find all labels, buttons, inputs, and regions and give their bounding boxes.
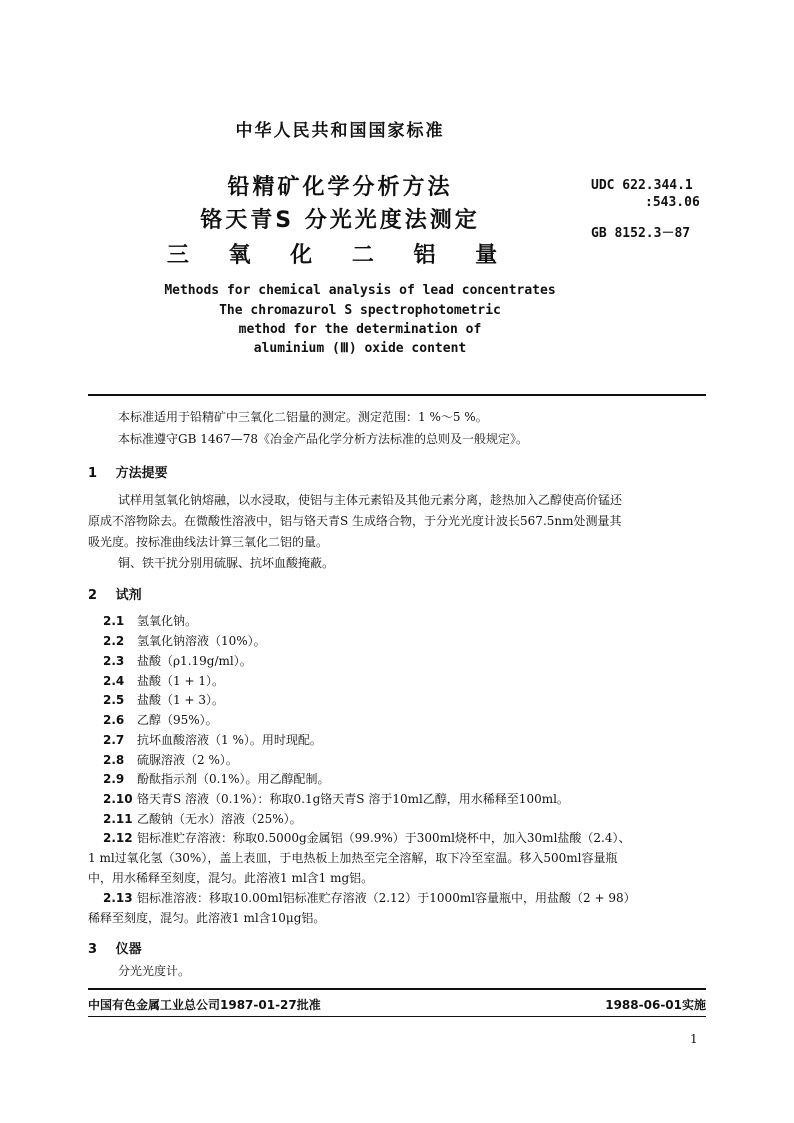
footer-divider — [88, 988, 706, 990]
title-line-2: 铬天青S 分光光度法测定 — [200, 208, 480, 233]
reagent-item: 2.1 氢氧化钠。 — [103, 614, 198, 628]
reagent-item: 2.2 氢氧化钠溶液（10%）。 — [103, 634, 266, 648]
english-title-line-2: The chromazurol S spectrophotometric — [219, 303, 501, 318]
footer-bottom-divider — [88, 1016, 706, 1017]
reagent-item: 2.5 盐酸（1 + 3）。 — [103, 693, 224, 707]
para-line: 原成不溶物除去。在微酸性溶液中，铝与铬天青S 生成络合物，于分光光度计波长567.5nm处测量其 — [88, 514, 622, 528]
udc-code: UDC 622.344.1 — [591, 178, 693, 193]
intro-reference: 本标准遵守GB 1467—78《冶金产品化学分析方法标准的总则及一般规定》。 — [118, 432, 529, 446]
reagent-item: 2.6 乙醇（95%）。 — [103, 713, 218, 727]
reagent-item: 2.8 硫脲溶液（2 %）。 — [103, 753, 238, 767]
para-line: 吸光度。按标准曲线法计算三氧化二铝的量。 — [88, 535, 329, 549]
para-line: 铝标准溶液：移取10.00ml铝标准贮存溶液（2.12）于1000ml容量瓶中，用盐酸（2 + 98） — [137, 891, 636, 905]
section-3-heading — [88, 938, 142, 957]
reagent-item: 2.10 铬天青S 溶液（0.1%）：称取0.1g铬天青S 溶于10ml乙醇，用水稀释至100ml。 — [103, 792, 569, 806]
item-number: 2.13 — [103, 891, 133, 905]
gb-code: GB 8152.3－87 — [591, 226, 691, 241]
reagent-item-2-13 — [88, 888, 706, 928]
udc-code-cont: :543.06 — [645, 195, 700, 210]
reagent-item-2-12 — [88, 828, 706, 888]
page-number: 1 — [690, 1032, 698, 1046]
section-number: 3 — [88, 942, 98, 957]
title-line-3: 三 氧 化 二 铝 量 — [166, 243, 514, 268]
national-standard-heading: 中华人民共和国国家标准 — [235, 121, 445, 141]
approval-line: 中国有色金属工业总公司1987-01-27批准 — [88, 998, 321, 1012]
para-line: 稀释至刻度，混匀。此溶液1 ml含10μg铝。 — [88, 911, 326, 925]
section-3-instrument: 分光光度计。 — [118, 964, 191, 978]
reagent-item: 2.7 抗坏血酸溶液（1 %）。用时现配。 — [103, 733, 322, 747]
item-number: 2.12 — [103, 831, 133, 845]
section-2-heading — [88, 584, 142, 603]
para-line: 铝标准贮存溶液：称取0.5000g金属铝（99.9%）于300ml烧杯中，加入30ml盐酸（2.4）、 — [137, 831, 631, 845]
reagent-item: 2.11 乙酸钠（无水）溶液（25%）。 — [103, 812, 302, 826]
section-number: 1 — [88, 466, 98, 481]
section-title: 方法提要 — [115, 466, 168, 481]
section-number: 2 — [88, 588, 98, 603]
section-1-heading — [88, 462, 168, 481]
reagent-item: 2.3 盐酸（ρ1.19g/ml）。 — [103, 654, 252, 668]
intro-scope: 本标准适用于铅精矿中三氧化二铝量的测定。测定范围：1 %～5 %。 — [118, 410, 488, 424]
effective-date: 1988-06-01实施 — [605, 998, 706, 1012]
section-title: 仪器 — [115, 942, 142, 957]
section-1-masking-note: 铜、铁干扰分别用硫脲、抗坏血酸掩蔽。 — [118, 556, 335, 570]
header-divider — [88, 394, 706, 396]
title-line-1: 铅精矿化学分析方法 — [227, 175, 453, 200]
section-1-paragraph — [88, 490, 706, 553]
para-line: 中，用水稀释至刻度，混匀。此溶液1 ml含1 mg铝。 — [88, 871, 374, 885]
english-title-line-4: aluminium (Ⅲ) oxide content — [253, 341, 467, 356]
english-title-line-1: Methods for chemical analysis of lead concentrates — [164, 283, 556, 298]
section-title: 试剂 — [115, 588, 142, 603]
english-title-line-3: method for the determination of — [238, 322, 482, 337]
para-line: 试样用氢氧化钠熔融，以水浸取，使铝与主体元素铅及其他元素分离，趁热加入乙醇使高价锰还 — [118, 493, 623, 507]
reagent-item: 2.4 盐酸（1 + 1）。 — [103, 674, 224, 688]
reagent-item: 2.9 酚酞指示剂（0.1%）。用乙醇配制。 — [103, 772, 330, 786]
para-line: 1 ml过氧化氢（30%），盖上表皿，于电热板上加热至完全溶解，取下冷至室温。移入500ml容量瓶 — [88, 851, 618, 865]
